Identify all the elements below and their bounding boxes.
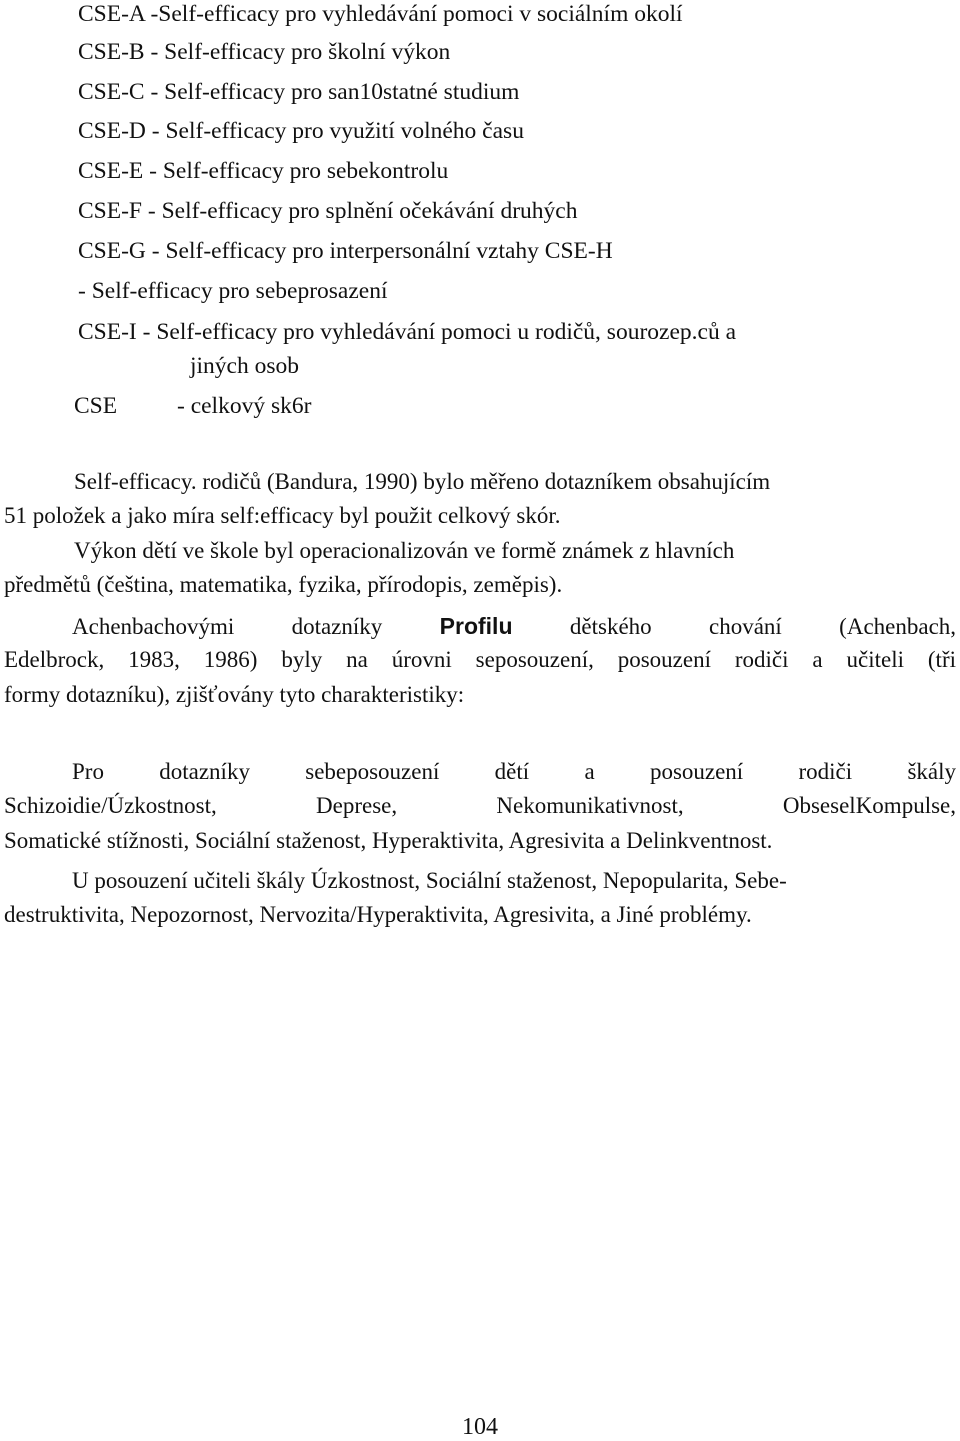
cse-total-text: - celkový sk6r	[177, 393, 312, 419]
paragraph-4-line-2: Schizoidie/Úzkostnost, Deprese, Nekomunikativnost, ObseselKompulse,	[4, 793, 956, 818]
cse-total-code: CSE	[74, 393, 118, 419]
page-number: 104	[462, 1414, 498, 1440]
paragraph-1-line-1: Self-efficacy. rodičů (Bandura, 1990) bylo měřeno dotazníkem obsahujícím	[74, 469, 771, 494]
paragraph-3-line-3: formy dotazníku), zjišťovány tyto charakteristiky:	[4, 682, 465, 707]
paragraph-3-text-b: dětského chování (Achenbach,	[569, 614, 957, 639]
cse-h-line: - Self-efficacy pro sebeprosazení	[78, 278, 388, 304]
cse-e-line: CSE-E - Self-efficacy pro sebekontrolu	[78, 158, 449, 184]
paragraph-4-line-1: Pro dotazníky sebeposouzení dětí a posouzení rodiči škály	[72, 759, 956, 784]
paragraph-3-line-1	[72, 612, 956, 641]
paragraph-2-line-2: předmětů (čeština, matematika, fyzika, přírodopis, zeměpis).	[4, 572, 563, 597]
cse-f-line: CSE-F - Self-efficacy pro splnění očekávání druhých	[78, 198, 578, 224]
cse-i-continuation: jiných osob	[190, 353, 300, 379]
cse-c-line: CSE-C - Self-efficacy pro san10statné studium	[78, 79, 520, 105]
profilu-bold-word: Profilu	[439, 613, 513, 639]
paragraph-1-line-2: 51 položek a jako míra self:efficacy byl použit celkový skór.	[4, 503, 561, 528]
paragraph-5-line-1: U posouzení učiteli škály Úzkostnost, Sociální staženost, Nepopularita, Sebe-	[72, 868, 787, 893]
cse-a-line: CSE-A -Self-efficacy pro vyhledávání pomoci v sociálním okolí	[78, 1, 683, 27]
paragraph-3-line-2: Edelbrock, 1983, 1986) byly na úrovni seposouzení, posouzení rodiči a učiteli (tři	[4, 647, 956, 672]
paragraph-2-line-1: Výkon dětí ve škole byl operacionalizován ve formě známek z hlavních	[74, 538, 735, 563]
cse-d-line: CSE-D - Self-efficacy pro využití volného času	[78, 118, 524, 144]
paragraph-5-line-2: destruktivita, Nepozornost, Nervozita/Hyperaktivita, Agresivita, a Jiné problémy.	[4, 902, 752, 927]
paragraph-4-line-3: Somatické stížnosti, Sociální staženost, Hyperaktivita, Agresivita a Delinkventnost.	[4, 828, 773, 853]
cse-g-line: CSE-G - Self-efficacy pro interpersonální vztahy CSE-H	[78, 238, 613, 264]
cse-b-line: CSE-B - Self-efficacy pro školní výkon	[78, 39, 451, 65]
cse-i-line: CSE-I - Self-efficacy pro vyhledávání pomoci u rodičů, sourozep.ců a	[78, 319, 736, 345]
paragraph-3-text-a: Achenbachovými dotazníky	[72, 614, 383, 639]
